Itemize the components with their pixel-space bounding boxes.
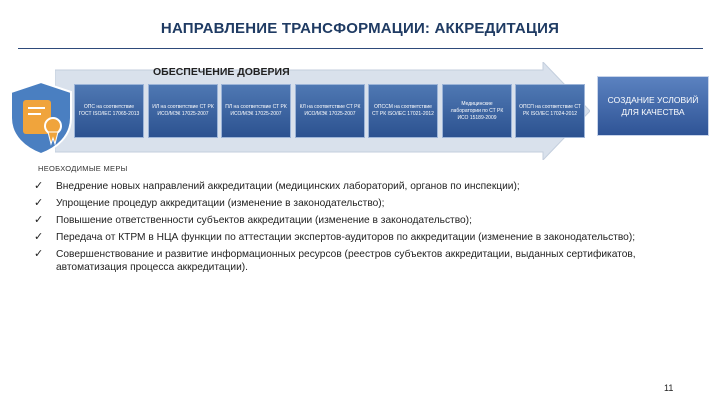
measure-text: Повышение ответственности субъектов аккредитации (изменение в законодательство); xyxy=(56,215,472,226)
list-item xyxy=(34,197,704,210)
process-step: Медицинские лаборатории по СТ РК ИСО 15189-2009 xyxy=(442,84,512,138)
process-step: КЛ на соответствие СТ РК ИСО/МЭК 17025-2007 xyxy=(295,84,365,138)
list-item xyxy=(34,214,704,227)
process-step: ПЛ на соответствие СТ РК ИСО/МЭК 17025-2007 xyxy=(221,84,291,138)
check-icon: ✓ xyxy=(34,248,44,260)
certificate-shield-icon xyxy=(7,80,75,156)
process-step: ОПССМ на соответствие СТ РК ISO/IEC 17021-2012 xyxy=(368,84,438,138)
measure-text: Внедрение новых направлений аккредитации (медицинских лабораторий, органов по инспекции); xyxy=(56,181,520,192)
check-icon: ✓ xyxy=(34,231,44,243)
process-step: ОПС на соответствие ГОСТ ISO/IEC 17065-2013 xyxy=(74,84,144,138)
list-item xyxy=(34,231,704,244)
measure-text: Совершенствование и развитие информационных ресурсов (реестров субъектов аккредитации, выданных сертификатов, автоматизация процесса аккредитации). xyxy=(56,249,636,273)
section-subtitle: ОБЕСПЕЧЕНИЕ ДОВЕРИЯ xyxy=(153,66,290,78)
page-number: 11 xyxy=(664,383,674,393)
check-icon: ✓ xyxy=(34,180,44,192)
title-divider xyxy=(18,48,703,49)
check-icon: ✓ xyxy=(34,214,44,226)
process-step: ОПСП на соответствие СТ РК ISO/IEC 17024-2012 xyxy=(515,84,585,138)
slide-title: НАПРАВЛЕНИЕ ТРАНСФОРМАЦИИ: АККРЕДИТАЦИЯ xyxy=(160,20,560,37)
measures-heading: НЕОБХОДИМЫЕ МЕРЫ xyxy=(38,164,128,173)
list-item xyxy=(34,248,704,274)
measures-list xyxy=(34,180,704,278)
measure-text: Передача от КТРМ в НЦА функции по аттестации экспертов-аудиторов по аккредитации (изменение в законодательство); xyxy=(56,232,636,243)
goal-box: СОЗДАНИЕ УСЛОВИЙ ДЛЯ КАЧЕСТВА xyxy=(597,76,709,136)
list-item xyxy=(34,180,704,193)
measure-text: Упрощение процедур аккредитации (изменение в законодательство); xyxy=(56,198,385,209)
process-step: ИЛ на соответствие СТ РК ИСО/МЭК 17025-2007 xyxy=(148,84,218,138)
check-icon: ✓ xyxy=(34,197,44,209)
